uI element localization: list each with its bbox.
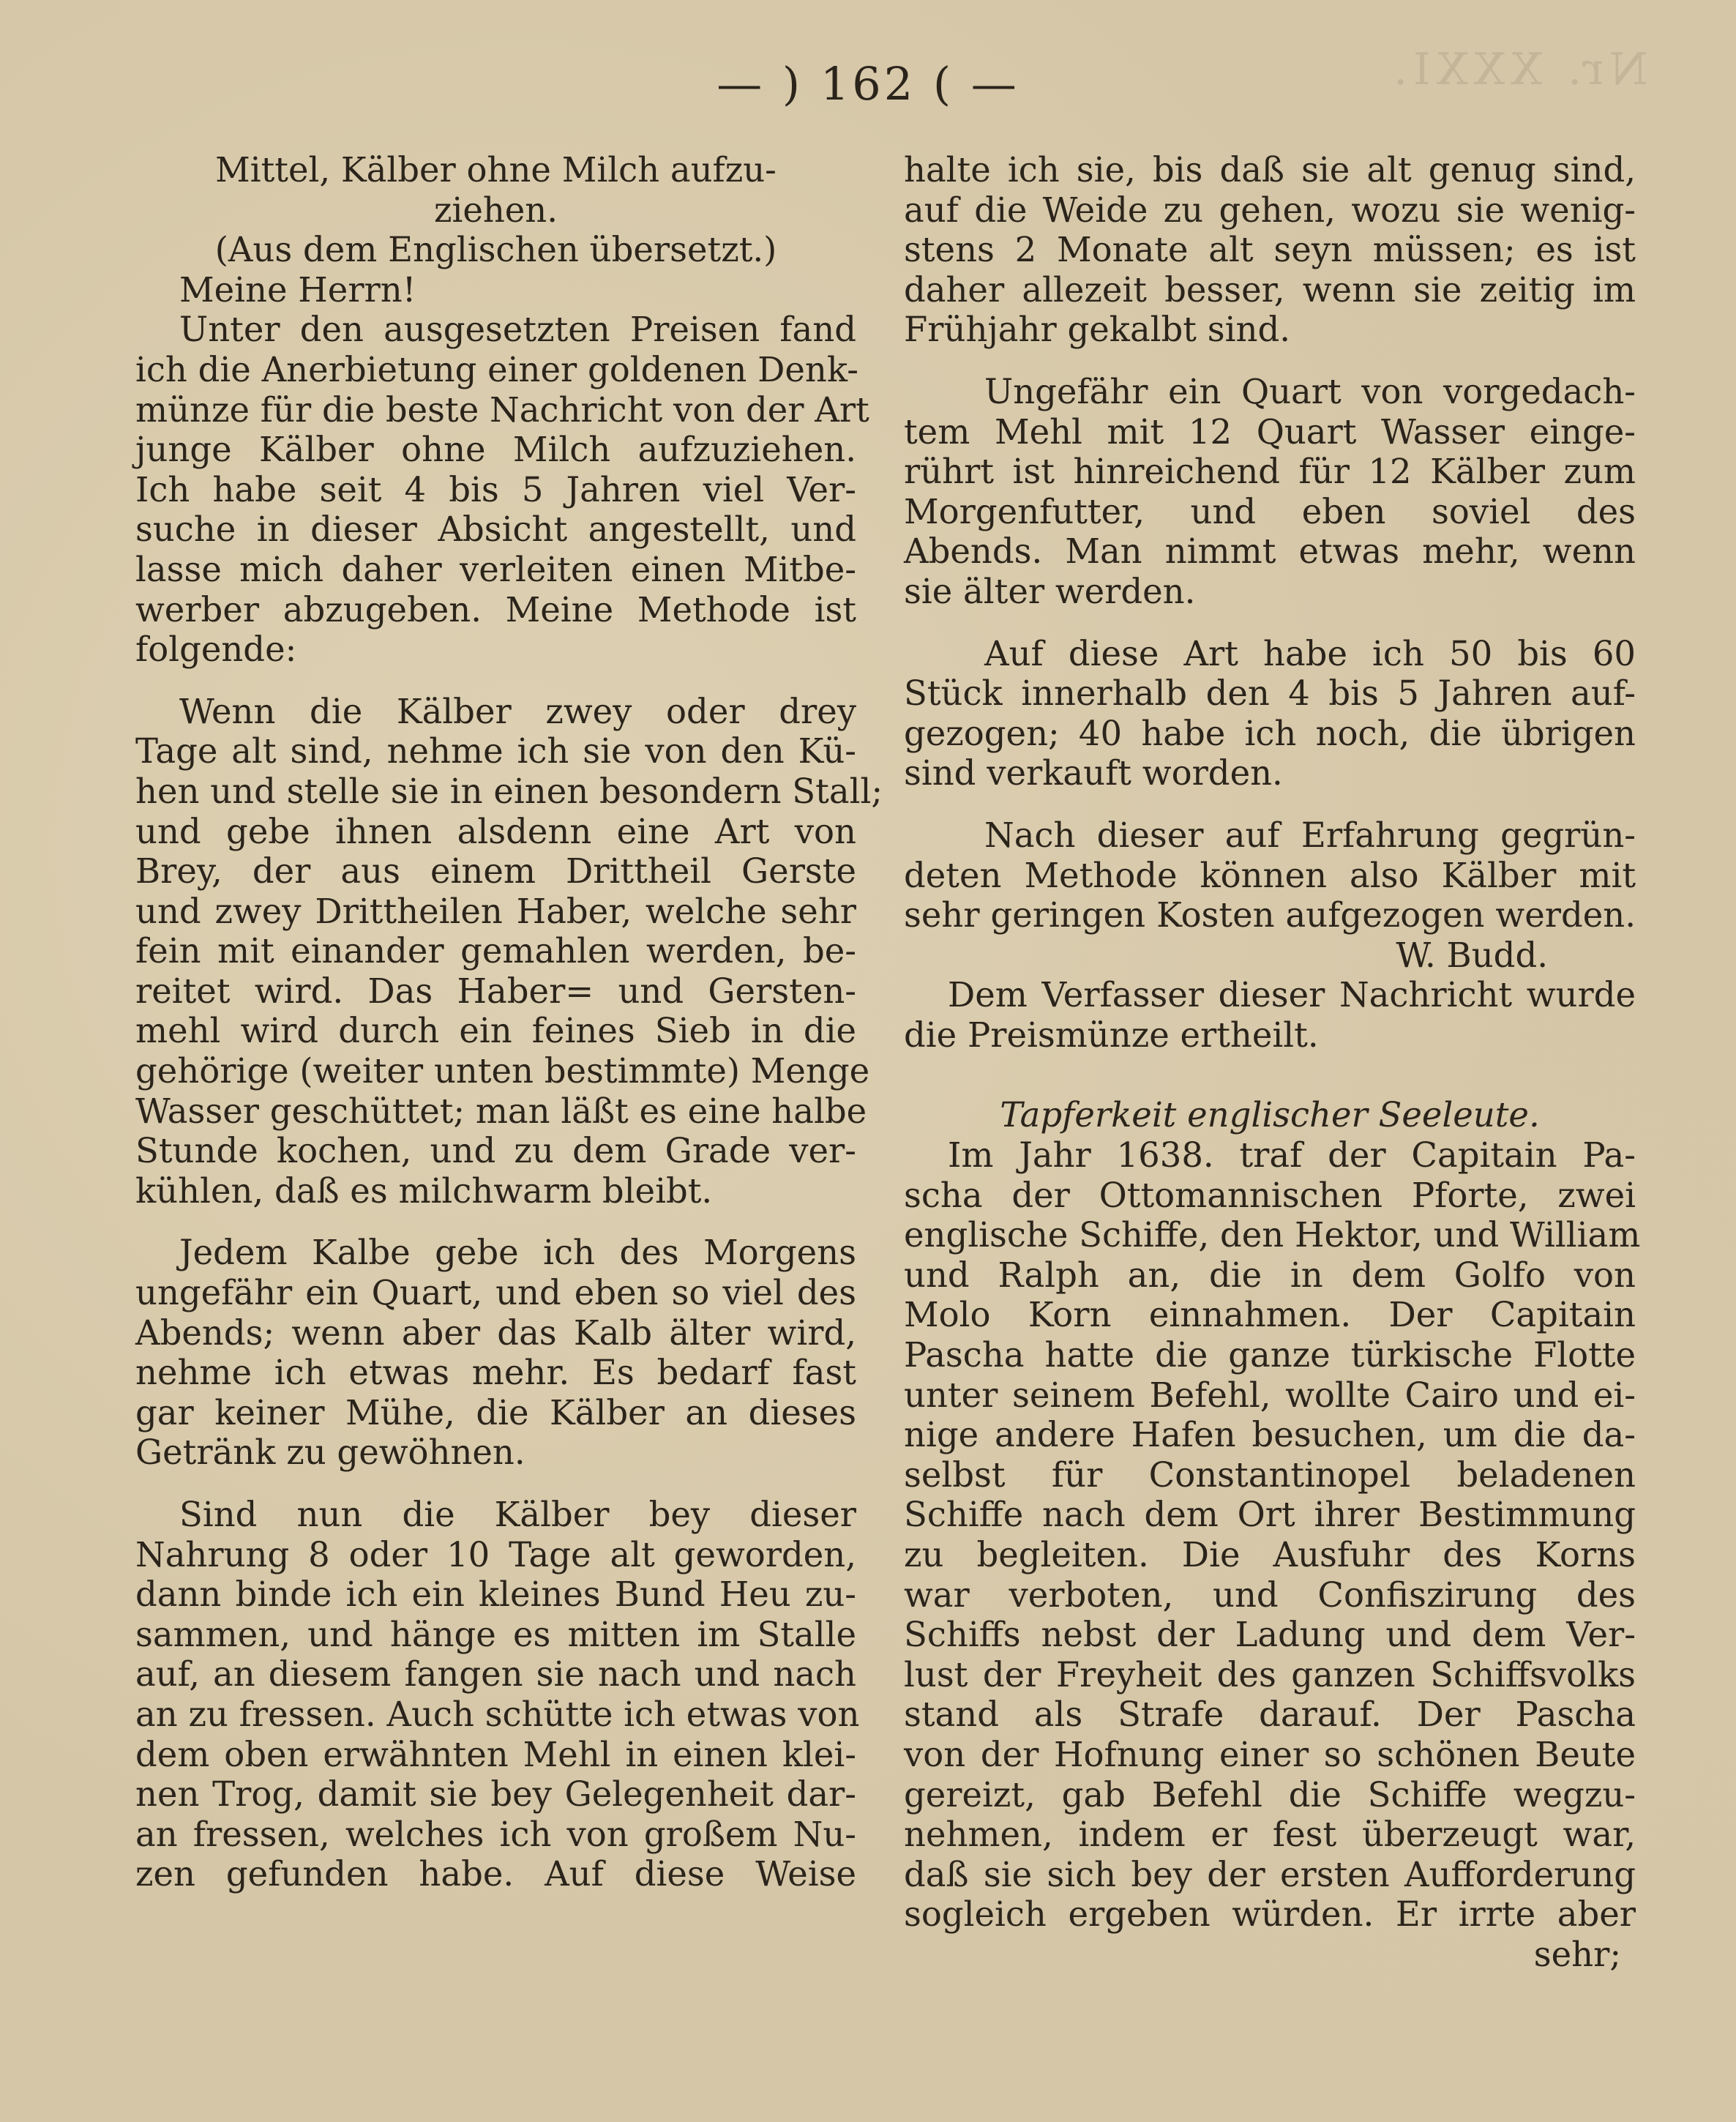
catchword: sehr;: [1533, 1934, 1621, 1974]
text-line: dem oben erwähnten Mehl in einen klei-: [135, 1734, 856, 1774]
text-line: sind verkauft worden.: [904, 753, 1283, 793]
text-line: Sind nun die Kälber bey dieser: [179, 1495, 856, 1534]
text-line: Ungefähr ein Quart von vorgedach-: [984, 371, 1636, 411]
paragraph: [904, 1135, 1641, 1935]
section-heading: Tapferkeit englischer Seeleute.: [1000, 1095, 1540, 1135]
text-line: Stunde kochen, und zu dem Grade ver-: [135, 1131, 856, 1171]
text-line: Stück innerhalb den 4 bis 5 Jahren auf-: [904, 673, 1636, 714]
text-line: Nahrung 8 oder 10 Tage alt geworden,: [135, 1534, 856, 1574]
text-line: kühlen, daß es milchwarm bleibt.: [135, 1170, 713, 1211]
text-line: Unter den ausgesetzten Preisen fand: [179, 310, 856, 350]
text-line: Wasser geschüttet; man läßt es eine halbe: [135, 1091, 867, 1131]
text-line: daher allezeit besser, wenn sie zeitig im: [904, 269, 1636, 310]
text-line: sehr geringen Kosten aufgezogen werden.: [904, 895, 1636, 935]
text-line: junge Kälber ohne Milch aufzuziehen.: [135, 430, 856, 470]
article-title-line: ziehen.: [433, 190, 558, 230]
text-line: Nach dieser auf Erfahrung gegrün-: [984, 815, 1636, 855]
text-line: halte ich sie, bis daß sie alt genug sind,: [904, 150, 1636, 190]
text-line: sie älter werden.: [904, 571, 1196, 611]
text-line: deten Methode können also Kälber mit: [904, 855, 1636, 895]
text-line: reitet wird. Das Haber= und Gersten-: [135, 971, 856, 1011]
text-line: Im Jahr 1638. traf der Capitain Pa-: [948, 1135, 1636, 1176]
text-line: dann binde ich ein kleines Bund Heu zu-: [135, 1574, 856, 1615]
text-line: zu begleiten. Die Ausfuhr des Korns: [904, 1535, 1636, 1574]
paragraph: [135, 691, 883, 1211]
text-line: Getränk zu gewöhnen.: [135, 1432, 525, 1473]
paragraph: [135, 1233, 856, 1473]
text-line: Schiffs nebst der Ladung und dem Ver-: [904, 1615, 1636, 1655]
text-line: Tage alt sind, nehme ich sie von den Kü-: [135, 731, 856, 772]
text-line: unter seinem Befehl, wollte Cairo und ei-: [904, 1375, 1636, 1415]
text-line: von der Hofnung einer so schönen Beute: [904, 1734, 1636, 1774]
left-column: [135, 150, 883, 1894]
text-line: fein mit einander gemahlen werden, be-: [135, 931, 856, 971]
text-line: ich die Anerbietung einer goldenen Denk-: [135, 349, 858, 389]
text-line: suche in dieser Absicht angestellt, und: [135, 509, 856, 550]
article-title: [135, 150, 856, 230]
text-line: die Preismünze ertheilt.: [904, 1015, 1319, 1055]
text-line: daß sie sich bey der ersten Aufforderung: [904, 1854, 1636, 1894]
text-line: und zwey Drittheilen Haber, welche sehr: [135, 891, 856, 931]
text-line: auf, an diesem fangen sie nach und nach: [135, 1654, 856, 1695]
text-line: scha der Ottomannischen Pforte, zwei: [904, 1175, 1636, 1215]
text-line: Abends; wenn aber das Kalb älter wird,: [135, 1312, 856, 1353]
text-line: folgende:: [135, 629, 297, 670]
text-line: stand als Strafe darauf. Der Pascha: [904, 1695, 1636, 1735]
text-line: an zu fressen. Auch schütte ich etwas von: [135, 1694, 860, 1734]
text-line: zen gefunden habe. Auf diese Weise: [135, 1854, 856, 1894]
text-line: nen Trog, damit sie bey Gelegenheit dar-: [135, 1774, 856, 1815]
text-line: stens 2 Monate alt seyn müssen; es ist: [904, 230, 1636, 270]
text-line: nige andere Hafen besuchen, um die da-: [904, 1415, 1636, 1455]
text-line: und Ralph an, die in dem Golfo von: [904, 1255, 1636, 1295]
article-title-line: Mittel, Kälber ohne Milch aufzu-: [215, 150, 777, 190]
text-line: Wenn die Kälber zwey oder drey: [179, 691, 856, 731]
text-line: auf die Weide zu gehen, wozu sie wenig-: [904, 190, 1636, 230]
paragraph: [904, 815, 1636, 935]
page-number-header: — ) 162 ( —: [717, 57, 1019, 111]
text-line: sammen, und hänge es mitten im Stalle: [135, 1614, 856, 1654]
text-line: Schiffe nach dem Ort ihrer Bestimmung: [904, 1495, 1636, 1535]
paragraph: [904, 150, 1636, 350]
text-line: nehme ich etwas mehr. Es bedarf fast: [135, 1353, 856, 1393]
bleed-through-text: Nr. XXXI.: [1388, 44, 1648, 95]
text-line: war verboten, und Confiszirung des: [904, 1574, 1636, 1615]
text-line: lust der Freyheit des ganzen Schiffsvolks: [904, 1654, 1636, 1695]
text-line: Frühjahr gekalbt sind.: [904, 310, 1291, 350]
paragraph: [135, 1495, 860, 1894]
text-line: Ich habe seit 4 bis 5 Jahren viel Ver-: [135, 469, 856, 509]
text-line: Abends. Man nimmt etwas mehr, wenn: [904, 531, 1636, 572]
text-line: gezogen; 40 habe ich noch, die übrigen: [904, 713, 1636, 753]
right-column: [904, 150, 1641, 1975]
text-line: an fressen, welches ich von großem Nu-: [135, 1814, 856, 1854]
text-line: ungefähr ein Quart, und eben so viel des: [135, 1273, 856, 1313]
text-line: Molo Korn einnahmen. Der Capitain: [904, 1295, 1636, 1335]
editor-note: [904, 975, 1636, 1055]
salutation: Meine Herrn!: [179, 269, 416, 310]
text-line: gereizt, gab Befehl die Schiffe wegzu-: [904, 1774, 1636, 1815]
text-line: englische Schiffe, den Hektor, und William: [904, 1215, 1641, 1255]
signature: W. Budd.: [1396, 935, 1548, 975]
text-line: werber abzugeben. Meine Methode ist: [135, 589, 856, 629]
article-subtitle: (Aus dem Englischen übersetzt.): [214, 230, 777, 270]
paragraph: [904, 372, 1636, 612]
text-line: mehl wird durch ein feines Sieb in die: [135, 1011, 856, 1051]
text-line: Pascha hatte die ganze türkische Flotte: [904, 1335, 1636, 1375]
text-line: gar keiner Mühe, die Kälber an dieses: [135, 1392, 856, 1432]
text-line: hen und stelle sie in einen besondern Stall;: [135, 771, 883, 811]
text-line: gehörige (weiter unten bestimmte) Menge: [135, 1051, 870, 1091]
text-line: rührt ist hinreichend für 12 Kälber zum: [904, 452, 1636, 492]
text-line: selbst für Constantinopel beladenen: [904, 1454, 1636, 1495]
text-line: sogleich ergeben würden. Er irrte aber: [904, 1894, 1636, 1935]
text-line: lasse mich daher verleiten einen Mitbe-: [135, 549, 856, 589]
text-line: Brey, der aus einem Drittheil Gerste: [135, 851, 856, 892]
paragraph: [135, 310, 869, 670]
text-line: Auf diese Art habe ich 50 bis 60: [984, 633, 1636, 673]
text-line: münze für die beste Nachricht von der Art: [135, 389, 869, 430]
text-line: Dem Verfasser dieser Nachricht wurde: [948, 975, 1636, 1015]
text-line: Morgenfutter, und eben soviel des: [904, 491, 1636, 531]
text-line: Jedem Kalbe gebe ich des Morgens: [179, 1233, 856, 1273]
paragraph: [904, 634, 1636, 793]
text-line: nehmen, indem er fest überzeugt war,: [904, 1815, 1636, 1855]
text-line: und gebe ihnen alsdenn eine Art von: [135, 811, 856, 851]
text-line: tem Mehl mit 12 Quart Wasser einge-: [904, 411, 1636, 452]
